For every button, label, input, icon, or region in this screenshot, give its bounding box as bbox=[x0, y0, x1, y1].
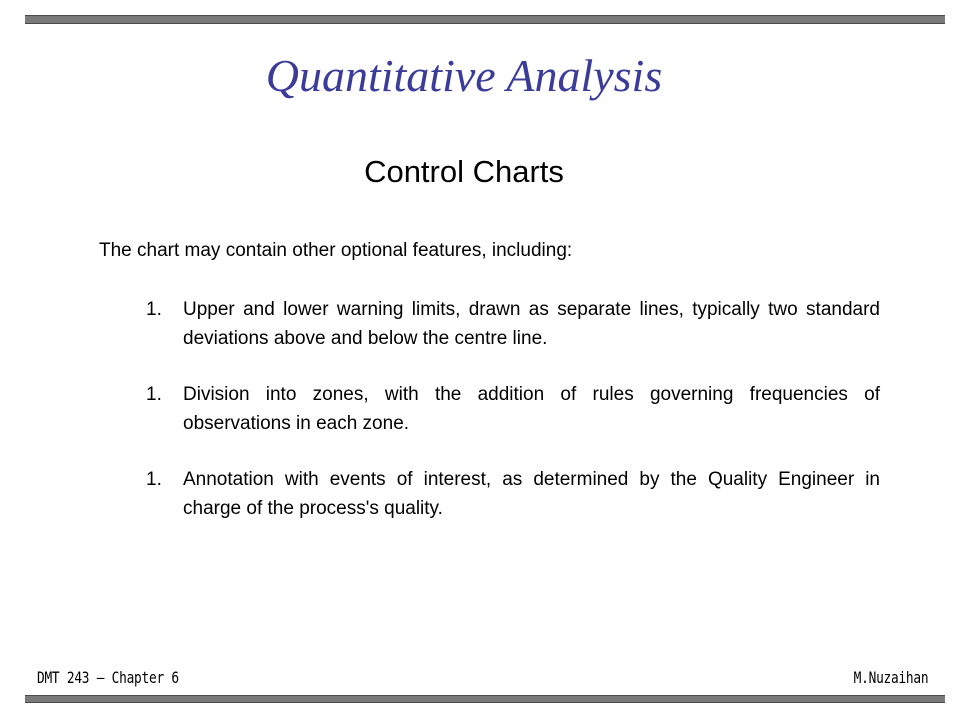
feature-list bbox=[146, 295, 880, 550]
feature-text: Division into zones, with the addition of rules governing frequencies of observations in each zone. bbox=[183, 384, 880, 434]
slide-title: Quantitative Analysis bbox=[265, 50, 663, 101]
slide-subtitle: Control Charts bbox=[364, 154, 564, 189]
intro-text: The chart may contain other optional features, including: bbox=[99, 240, 573, 261]
feature-item-warning-limits bbox=[146, 295, 880, 353]
feature-item-annotation bbox=[146, 465, 880, 523]
feature-number: 1. bbox=[146, 299, 162, 320]
bottom-divider bbox=[25, 695, 945, 703]
feature-text: Annotation with events of interest, as determined by the Quality Engineer in charge of the process's quality. bbox=[183, 469, 880, 519]
feature-number: 1. bbox=[146, 384, 162, 405]
feature-text: Upper and lower warning limits, drawn as separate lines, typically two standard deviations above and below the centre line. bbox=[183, 299, 880, 349]
footer-author: M.Nuzaihan bbox=[853, 668, 928, 687]
feature-item-zones bbox=[146, 380, 880, 438]
feature-number: 1. bbox=[146, 469, 162, 490]
footer-course: DMT 243 – Chapter 6 bbox=[37, 668, 179, 687]
top-divider bbox=[25, 15, 945, 24]
